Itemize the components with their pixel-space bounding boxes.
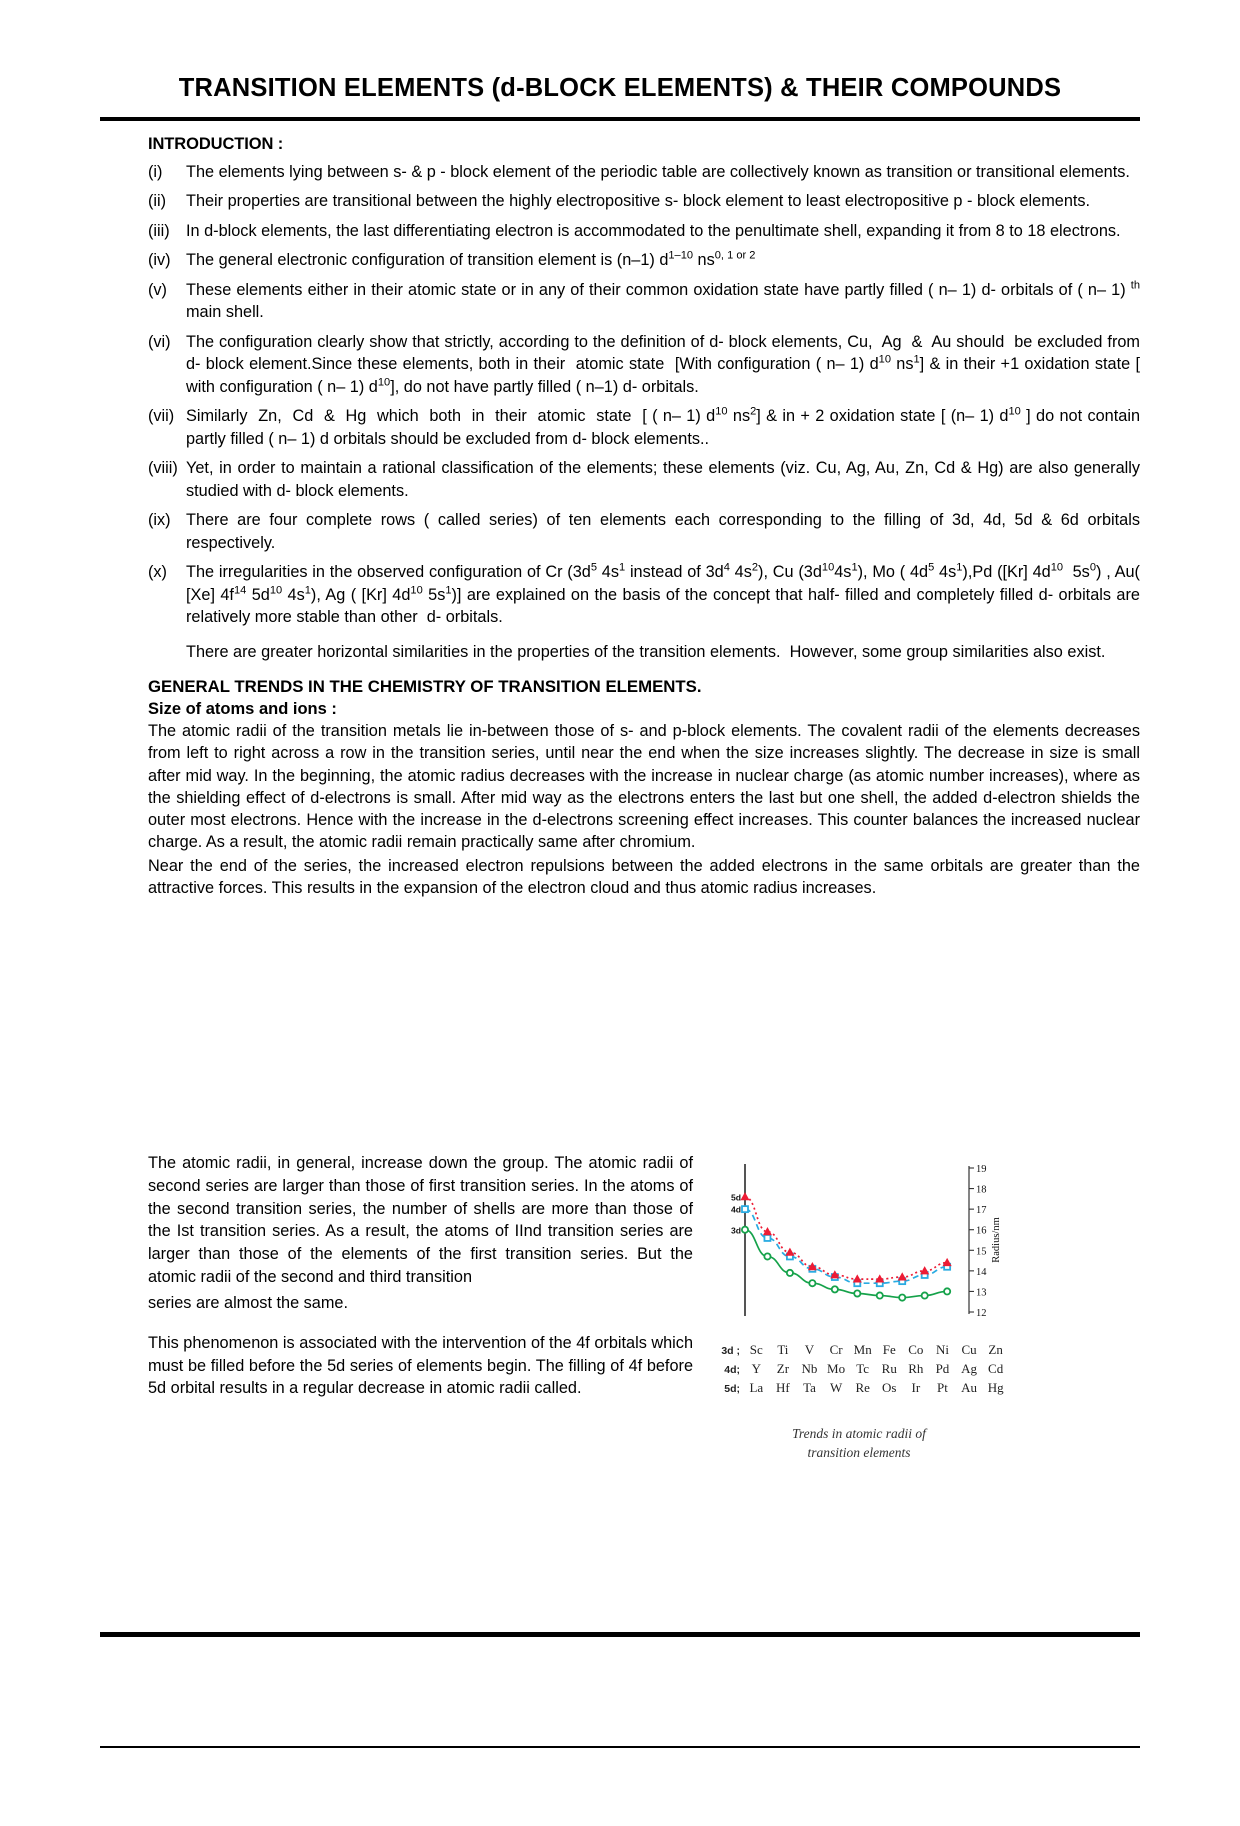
list-item-text: Similarly Zn, Cd & Hg which both in their atomic state [ ( n– 1) $d^{10}$ $ns^2$] & in + 2 oxidation state [ (n– 1) $d^{10}$ ] do not contain partly filled ( n– 1) d orbitals should be excluded from d- block elements.. xyxy=(186,405,1140,448)
element-symbol: Zr xyxy=(776,1361,790,1376)
chart-caption-line2: transition elements xyxy=(807,1444,911,1460)
chart-series-line-3d xyxy=(745,1230,947,1298)
list-item-text: The general electronic configuration of transition element is (n–1) $d^{1-10}$ $ns^{0, 1 or 2}$ xyxy=(186,250,756,270)
element-symbol: Mo xyxy=(827,1361,846,1376)
list-item-number: (x) xyxy=(148,563,167,582)
chart-point-3d-0 xyxy=(742,1227,748,1233)
document-body xyxy=(100,135,1140,899)
size-paragraph-1: The atomic radii of the transition metals lie in-between those of s- and p-block elements. The covalent radii of the elements decreases from left to right across a row in the transition series, until near the end when the size increases slightly. The decrease in size is small after mid way. In the beginning, the atomic radius decreases with the increase in nuclear charge (as atomic number increases), where as the shielding effect of d-electrons is small. After mid way as the electrons enters the last but one shell, the added d-electron shields the outer most electrons. Hence with the increase in the d-electrons screening effect increases. This counter balances the increased nuclear charge. As a result, the atomic radii remain practically same after chromium. xyxy=(148,722,1140,852)
general-trends-heading: GENERAL TRENDS IN THE CHEMISTRY OF TRANSITION ELEMENTS. xyxy=(148,677,702,697)
element-row-label: 3d ; xyxy=(721,1345,740,1357)
element-row xyxy=(709,1380,1009,1399)
list-item-number: (ii) xyxy=(148,192,167,211)
chart-point-3d-2 xyxy=(787,1270,793,1276)
chart-series-line-5d xyxy=(745,1197,947,1279)
element-symbol: Cd xyxy=(988,1361,1004,1376)
list-item-number: (v) xyxy=(148,280,167,299)
list-item-text: The configuration clearly show that strictly, according to the definition of d- block elements, Cu, Ag & Au should be excluded from d- block element.Since these elements, both in their atomic state [With configuration ( n– 1) $d^{10}$ $ns^1$] & in their +1 oxidation state [ with configuration ( n– 1) $d^{10}$], do not have partly filled ( n–1) d- orbitals. xyxy=(186,332,1140,396)
element-symbol: Ni xyxy=(935,1342,949,1357)
chart-point-3d-1 xyxy=(764,1253,770,1259)
chart-series-label-3d: 3d xyxy=(730,1225,741,1236)
element-symbol: Mn xyxy=(853,1342,872,1357)
element-symbol: Cr xyxy=(829,1342,843,1357)
bottom-para-2: series are almost the same. xyxy=(148,1293,348,1312)
bottom-para-3: This phenomenon is associated with the intervention of the 4f orbitals which must be filled before the 5d series of elements begin. The filling of 4f before 5d orbital results in a regular decrease in atomic radii called. xyxy=(148,1333,693,1398)
element-row-label: 4d; xyxy=(724,1364,740,1376)
chart-point-3d-4 xyxy=(832,1286,838,1292)
numbered-items-list xyxy=(148,161,1140,629)
list-item-text: These elements either in their atomic state or in any of their common oxidation state have partly filled ( n– 1) d- orbitals of ( n– 1) $^{th}$ main shell. xyxy=(186,279,1140,322)
size-paragraph-2: Near the end of the series, the increased electron repulsions between the added electrons in the same orbitals are greater than the attractive forces. This results in the expansion of the electron cloud and thus atomic radius increases. xyxy=(148,856,1140,897)
element-symbol: W xyxy=(829,1380,843,1395)
list-item xyxy=(148,279,1140,324)
size-of-atoms-heading: Size of atoms and ions : xyxy=(148,700,337,719)
chart-caption xyxy=(709,1425,1009,1463)
introduction-heading: INTRODUCTION : xyxy=(148,135,284,153)
list-item-text: Yet, in order to maintain a rational classification of the elements; these elements (viz. Cu, Ag, Au, Zn, Cd & Hg) are also generally studied with d- block elements. xyxy=(186,459,1140,500)
element-symbol: Ag xyxy=(961,1361,977,1376)
list-item-number: (iii) xyxy=(148,221,170,240)
chart-y-tick-label: 16 xyxy=(976,1225,987,1237)
chart-series-label-5d: 5d xyxy=(730,1192,741,1203)
chart-point-3d-8 xyxy=(922,1292,928,1298)
bottom-left-text xyxy=(148,1152,693,1463)
chart-y-tick-label: 12 xyxy=(976,1308,987,1319)
element-symbol: Cu xyxy=(961,1342,977,1357)
element-row-label: 5d; xyxy=(724,1383,740,1395)
element-symbol: Tc xyxy=(856,1361,870,1376)
chart-caption-line1: Trends in atomic radii of xyxy=(792,1426,926,1441)
list-item xyxy=(148,509,1140,554)
chart-point-3d-5 xyxy=(854,1290,860,1296)
element-symbol: Zn xyxy=(988,1342,1003,1357)
element-label-rows xyxy=(709,1342,1009,1399)
chart-point-5d-5 xyxy=(854,1275,861,1282)
chart-point-3d-9 xyxy=(944,1288,950,1294)
element-symbol: Ti xyxy=(777,1342,789,1357)
element-symbol: Pt xyxy=(937,1380,948,1395)
list-item-text: The irregularities in the observed configuration of Cr ($3d^5$ $4s^1$ instead of $3d^4$ $4s^2$), Cu $(3d^{10}4s^1)$, Mo ( $4d^5$ $4s^1),Pd$ ([Kr] $4d^{10}$ $5s^0$) , Au( [Xe] $4f^{14}$ $5d^{10}$ $4s^1$), Ag ( [Kr] $4d^{10}$ $5s^1$)] are explained on the basis of the concept that half- filled and completely filled d- orbitals are relatively more stable than other d- orbitals. xyxy=(186,561,1140,627)
chart-point-4d-0 xyxy=(742,1206,748,1212)
document-page xyxy=(0,74,1240,1826)
paragraph-after-items: There are greater horizontal similarities in the properties of the transition elements. However, some group similarities also exist. xyxy=(186,642,1106,661)
list-item-number: (vi) xyxy=(148,332,171,351)
list-item-number: (ix) xyxy=(148,511,171,530)
element-row-cells xyxy=(743,1361,1009,1377)
element-symbol: Pd xyxy=(935,1361,950,1376)
element-row xyxy=(709,1342,1009,1361)
element-symbol: Ir xyxy=(911,1380,921,1395)
chart-svg xyxy=(709,1160,1009,1340)
element-symbol: Rh xyxy=(908,1361,924,1376)
chart-point-5d-0 xyxy=(741,1193,748,1200)
chart-point-3d-7 xyxy=(899,1295,905,1301)
atomic-radii-chart xyxy=(709,1160,1009,1340)
page-title: TRANSITION ELEMENTS (d-BLOCK ELEMENTS) & THEIR COMPOUNDS xyxy=(178,74,1062,102)
chart-point-4d-1 xyxy=(764,1235,770,1241)
list-item xyxy=(148,220,1140,242)
list-item xyxy=(148,561,1140,628)
element-symbol: Y xyxy=(751,1361,761,1376)
list-item-text: The elements lying between s- & p - block element of the periodic table are collectively known as transition or transitional elements. xyxy=(186,163,1130,181)
chart-column xyxy=(709,1152,1009,1463)
chart-y-tick-label: 19 xyxy=(976,1164,987,1175)
list-item-text: Their properties are transitional between the highly electropositive s- block element to least electropositive p - block elements. xyxy=(186,192,1091,211)
bottom-two-column-region xyxy=(148,1152,1148,1463)
element-row xyxy=(709,1361,1009,1380)
footer-rule xyxy=(100,1746,1140,1748)
element-symbol: Fe xyxy=(882,1342,896,1357)
chart-y-tick-label: 17 xyxy=(976,1205,987,1217)
element-symbol: Hg xyxy=(987,1380,1004,1395)
chart-y-tick-label: 13 xyxy=(976,1287,987,1299)
list-item-number: (vii) xyxy=(148,407,175,426)
element-symbol: Nb xyxy=(801,1361,818,1376)
list-item xyxy=(148,457,1140,502)
chart-point-5d-7 xyxy=(899,1273,906,1280)
element-symbol: La xyxy=(749,1380,764,1395)
element-symbol: Au xyxy=(961,1380,977,1395)
list-item-text: In d-block elements, the last differentiating electron is accommodated to the penultimate shell, expanding it from 8 to 18 electrons. xyxy=(186,221,1121,240)
list-item xyxy=(148,161,1140,183)
bottom-para-1: The atomic radii, in general, increase down the group. The atomic radii of second series are larger than those of first transition series. In the atoms of the second transition series, the number of shells are more than those of the Ist transition series. As a result, the atoms of IInd transition series are larger than those of the elements of the first transition series. But the atomic radii of the second and third transition xyxy=(148,1154,693,1287)
bottom-rule xyxy=(100,1632,1140,1637)
chart-point-5d-2 xyxy=(786,1249,793,1256)
element-symbol: Hf xyxy=(776,1380,790,1395)
element-row-cells xyxy=(743,1380,1009,1396)
chart-y-tick-label: 18 xyxy=(976,1184,987,1196)
list-item xyxy=(148,249,1140,271)
element-symbol: Sc xyxy=(749,1342,763,1357)
element-symbol: V xyxy=(804,1342,815,1357)
list-item xyxy=(148,405,1140,450)
list-item-number: (viii) xyxy=(148,459,178,478)
element-symbol: Os xyxy=(882,1380,897,1395)
chart-y-tick-label: 15 xyxy=(976,1246,987,1258)
list-item-text: There are four complete rows ( called series) of ten elements each corresponding to the filling of 3d, 4d, 5d & 6d orbitals respectively. xyxy=(186,511,1140,552)
title-rule xyxy=(100,117,1140,121)
list-item-number: (i) xyxy=(148,163,163,181)
chart-series-label-4d: 4d xyxy=(730,1204,741,1215)
element-symbol: Ru xyxy=(881,1361,897,1376)
element-row-cells xyxy=(743,1342,1009,1358)
chart-point-5d-8 xyxy=(921,1267,928,1274)
chart-y-axis-label: Radius/nm xyxy=(991,1217,1002,1263)
element-symbol: Re xyxy=(855,1380,870,1395)
chart-point-3d-6 xyxy=(877,1292,883,1298)
list-item xyxy=(148,190,1140,212)
element-symbol: Ta xyxy=(803,1380,816,1395)
chart-point-3d-3 xyxy=(809,1280,815,1286)
chart-y-tick-label: 14 xyxy=(976,1266,987,1278)
list-item-number: (iv) xyxy=(148,251,171,270)
list-item xyxy=(148,331,1140,398)
element-symbol: Co xyxy=(908,1342,924,1357)
